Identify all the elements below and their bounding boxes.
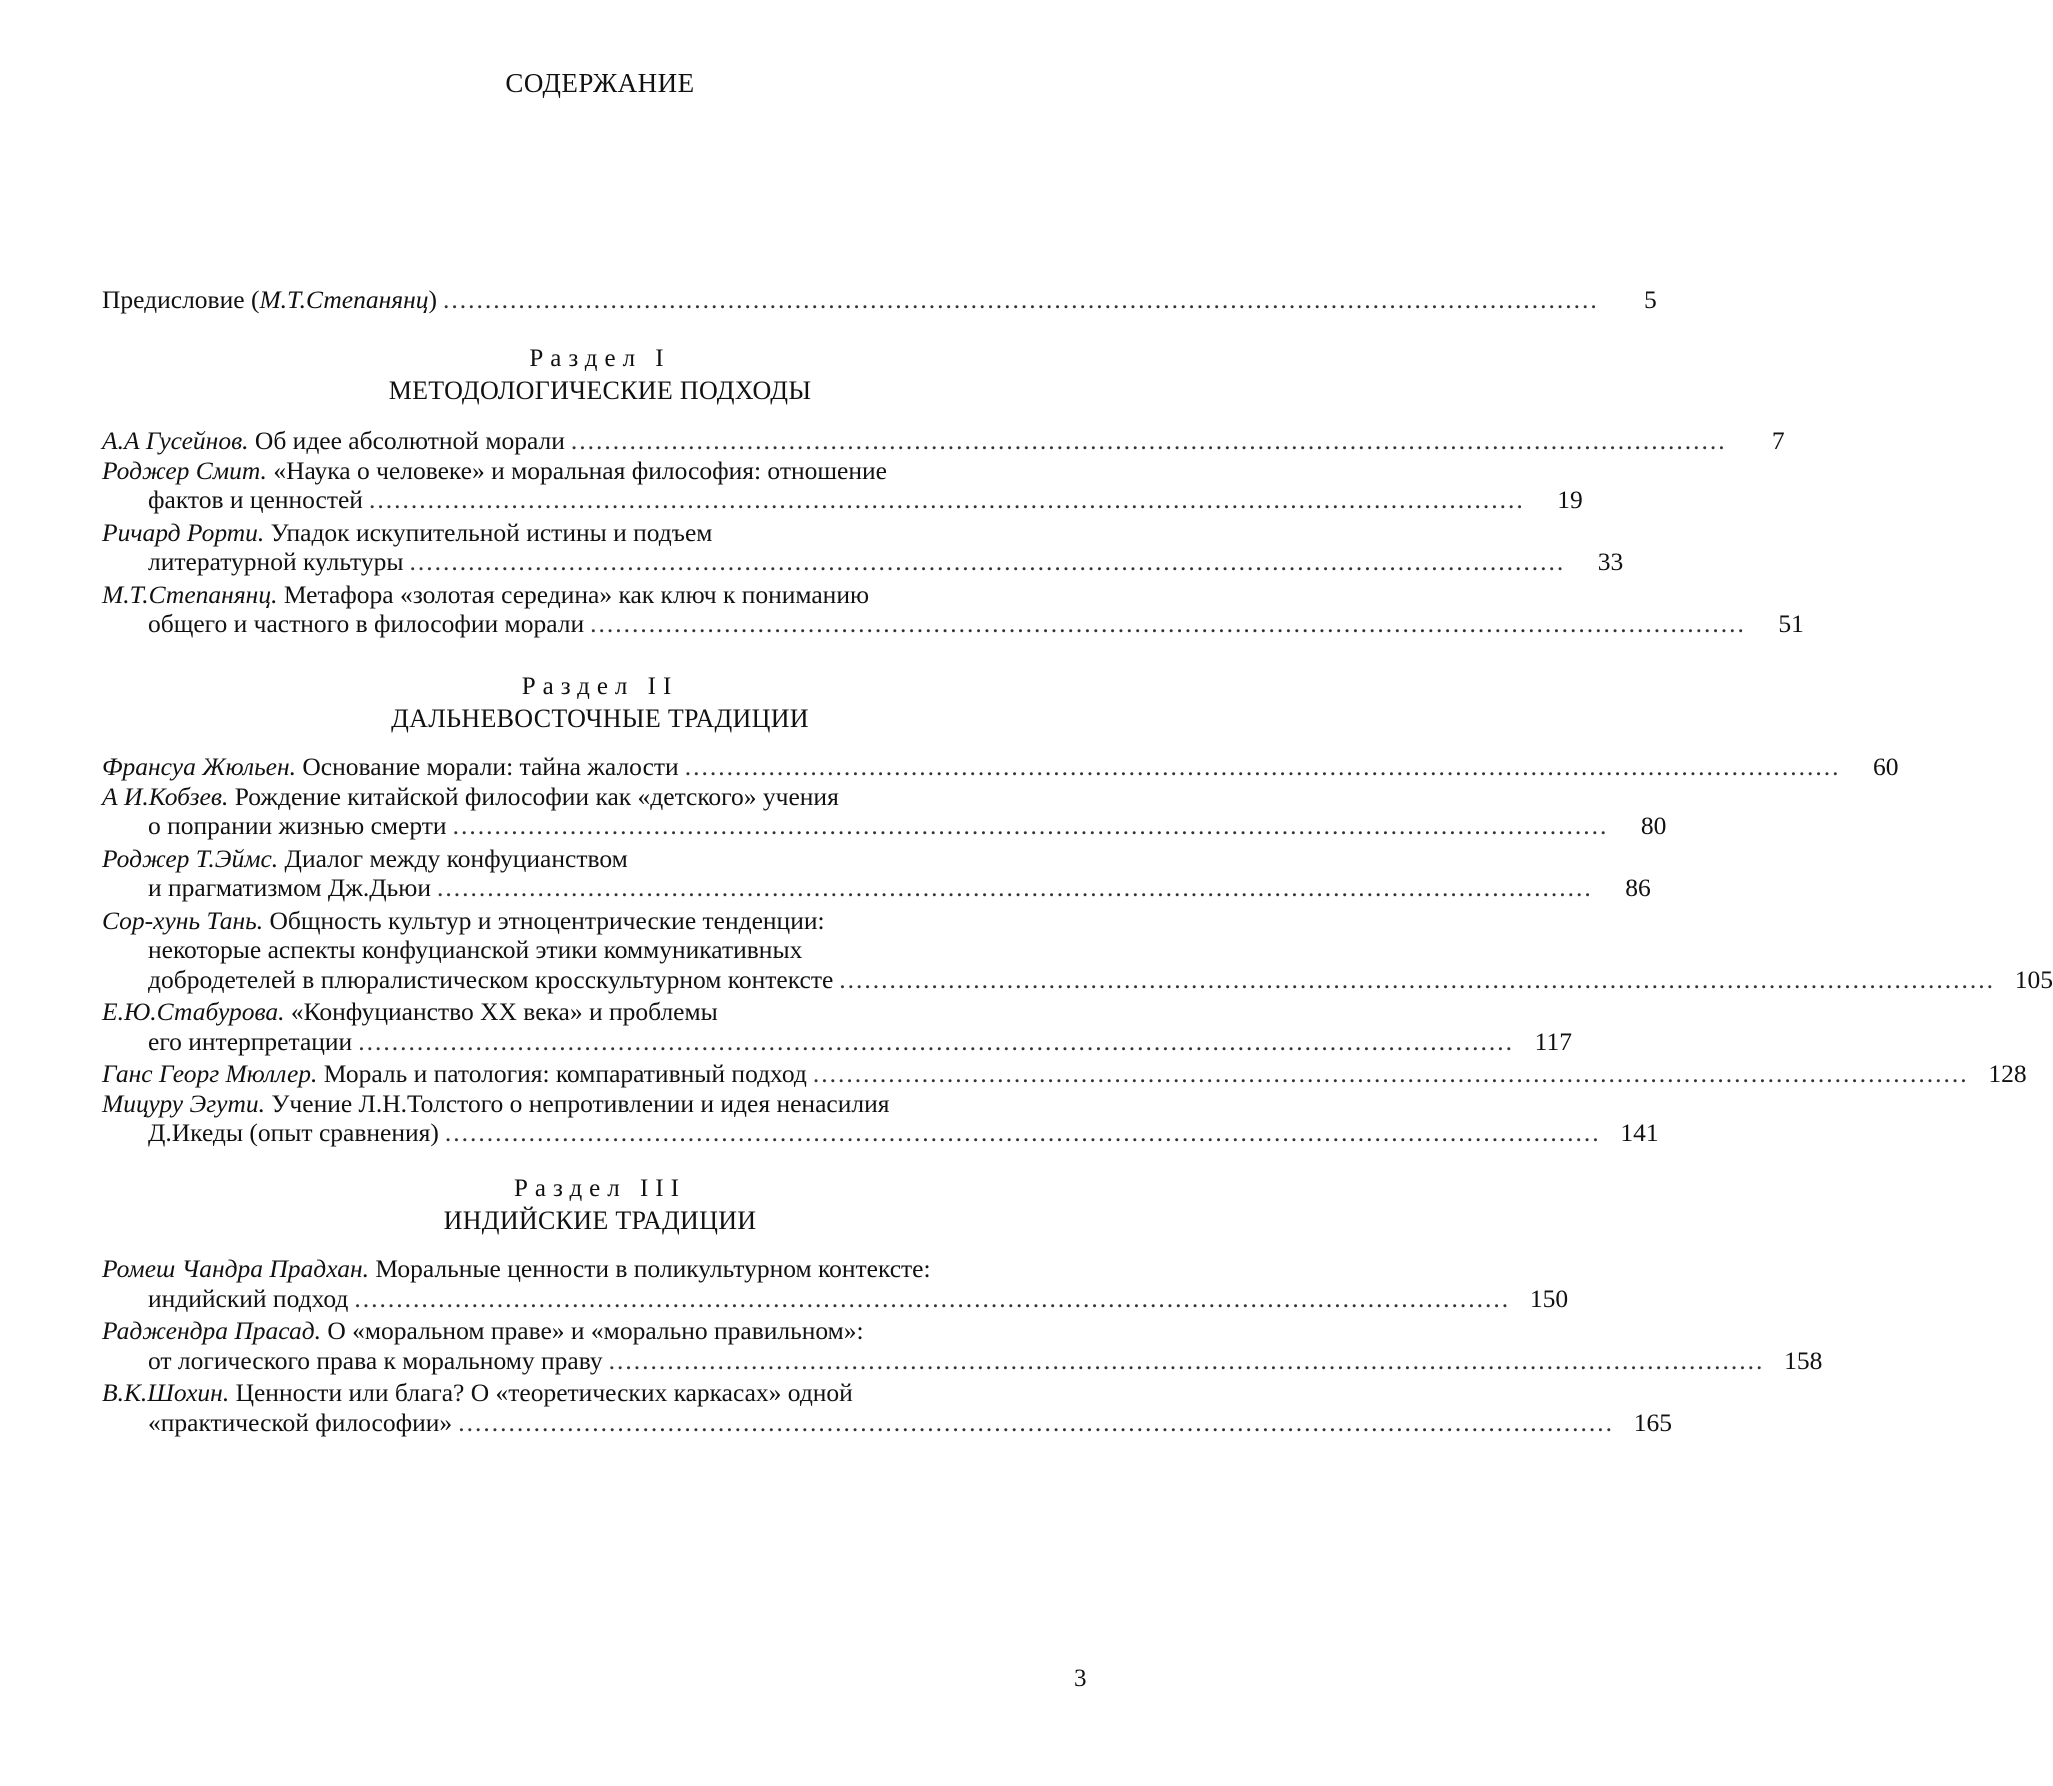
page-ref: 80 xyxy=(1640,811,1667,840)
entry-title-line: от логического права к моральному праву xyxy=(148,1345,603,1375)
page-number: 3 xyxy=(1074,1665,1087,1692)
leader-dots: .......................................................................................................................................... xyxy=(458,1407,1614,1437)
toc-entry xyxy=(102,905,2053,995)
leader-dots: .......................................................................................................................................... xyxy=(570,426,1727,455)
entry-title-line: Ценности или блага? О «теоретических каркасах» одной xyxy=(235,1378,853,1407)
entry-title-line: Рождение китайской философии как «детского» учения xyxy=(234,781,839,811)
entry-title-line: добродетелей в плюралистическом кросскультурном контексте xyxy=(148,964,834,994)
entry-author: Сор-хунь Тань. xyxy=(102,905,264,935)
section-label: Раздел I xyxy=(529,345,671,372)
entry-title-line: его интерпретации xyxy=(148,1026,353,1056)
entry-author: Мицуру Эгути. xyxy=(102,1088,265,1118)
toc-entry xyxy=(102,1059,2027,1089)
leader-dots: .......................................................................................................................................... xyxy=(409,547,1566,576)
toc-entry xyxy=(102,997,1572,1056)
entry-title-line: Основание морали: тайна жалости xyxy=(302,752,679,781)
leader-dots: .......................................................................................................................................... xyxy=(839,964,1996,994)
page-ref: 60 xyxy=(1872,752,1899,781)
section-heading xyxy=(0,1175,1200,1236)
leader-dots: .......................................................................................................................................... xyxy=(437,873,1593,902)
entry-title-line: Д.Икеды (опыт сравнения) xyxy=(148,1118,439,1147)
toc-entry xyxy=(102,1254,1569,1313)
leader-dots: .......................................................................................................................................... xyxy=(368,485,1525,514)
toc-entry xyxy=(102,843,1651,903)
entry-author: Раджендра Прасад. xyxy=(102,1316,321,1345)
entry-title-line: Об идее абсолютной морали xyxy=(254,426,565,455)
entry-author: В.К.Шохин. xyxy=(102,1378,230,1407)
entry-author: Ганс Георг Мюллер. xyxy=(102,1059,318,1088)
leader-dots: .......................................................................................................................................... xyxy=(358,1026,1514,1056)
section-label: Раздел II xyxy=(521,673,679,700)
toc-entry xyxy=(102,1378,1672,1437)
entry-title-line: Моральные ценности в поликультурном контексте: xyxy=(375,1254,931,1283)
preface-text: Предисловие ( xyxy=(102,285,260,314)
section-heading xyxy=(0,673,1200,734)
leader-dots: .......................................................................................................................................... xyxy=(444,1118,1601,1147)
entry-author: Роджер Т.Эймс. xyxy=(102,843,279,873)
toc-entry xyxy=(102,517,1624,577)
toc-entry xyxy=(102,1088,1659,1148)
entry-title-line: индийский подход xyxy=(148,1283,349,1313)
toc-entry-preface xyxy=(102,283,1657,317)
toc-entry xyxy=(102,426,1785,456)
entry-title-line: «Конфуцианство XX века» и проблемы xyxy=(290,997,718,1026)
page-ref: 105 xyxy=(2014,964,2053,994)
section-name: ДАЛЬНЕВОСТОЧНЫЕ ТРАДИЦИИ xyxy=(391,704,809,733)
entry-title-line: общего и частного в философии морали xyxy=(148,609,585,638)
leader-dots: .......................................................................................................................................... xyxy=(443,285,1599,314)
page-ref: 33 xyxy=(1597,547,1624,576)
page-ref: 7 xyxy=(1771,426,1785,455)
page-ref: 86 xyxy=(1625,873,1651,902)
toc-entry xyxy=(102,781,1667,841)
entry-title-line: фактов и ценностей xyxy=(148,485,363,514)
entry-title-line: Метафора «золотая середина» как ключ к пониманию xyxy=(283,579,870,609)
page-ref: 19 xyxy=(1557,485,1583,514)
page-ref: 128 xyxy=(1988,1059,2027,1088)
section-heading xyxy=(0,345,1200,406)
page-ref: 165 xyxy=(1633,1407,1672,1437)
section-label: Раздел III xyxy=(514,1175,686,1202)
entry-title-line: О «моральном праве» и «морально правильном»: xyxy=(327,1316,864,1345)
section-name: МЕТОДОЛОГИЧЕСКИЕ ПОДХОДЫ xyxy=(388,376,812,405)
entry-author: А.А Гусейнов. xyxy=(102,426,249,455)
page-ref: 141 xyxy=(1620,1118,1659,1147)
entry-title-line: «Наука о человеке» и моральная философия: отношение xyxy=(273,455,887,485)
leader-dots: .......................................................................................................................................... xyxy=(452,811,1609,840)
page-ref: 150 xyxy=(1529,1283,1569,1313)
entry-title-line: Общность культур и этноцентрические тенденции: xyxy=(269,905,825,935)
entry-title-line: Учение Л.Н.Толстого о непротивлении и идея ненасилия xyxy=(271,1088,890,1118)
entry-title-line: литературной культуры xyxy=(148,547,404,576)
entry-author: Ричард Рорти. xyxy=(102,517,265,547)
entry-title-line: некоторые аспекты конфуцианской этики коммуникативных xyxy=(148,935,803,964)
preface-author: М.Т.Степанянц xyxy=(259,285,429,314)
page-ref: 51 xyxy=(1778,609,1804,638)
toc-entry xyxy=(102,1316,1823,1375)
toc-entry xyxy=(102,752,1899,782)
page-ref: 117 xyxy=(1534,1026,1572,1056)
toc-entry xyxy=(102,579,1804,639)
leader-dots: .......................................................................................................................................... xyxy=(608,1345,1765,1375)
page-title: СОДЕРЖАНИЕ xyxy=(505,68,695,98)
entry-author: М.Т.Степанянц. xyxy=(102,579,278,609)
leader-dots: .......................................................................................................................................... xyxy=(812,1059,1969,1088)
preface-text-end: ) xyxy=(428,285,438,314)
entry-author: Ромеш Чандра Прадхан. xyxy=(102,1254,369,1283)
entry-title-line: Диалог между конфуцианством xyxy=(284,843,628,873)
entry-title-line: Мораль и патология: компаративный подход xyxy=(323,1059,807,1088)
leader-dots: .......................................................................................................................................... xyxy=(354,1283,1511,1313)
leader-dots: .......................................................................................................................................... xyxy=(590,609,1746,638)
entry-title-line: «практической философии» xyxy=(148,1407,453,1437)
toc-entry xyxy=(102,455,1583,515)
entry-author: Е.Ю.Стабурова. xyxy=(102,997,285,1026)
entry-author: А И.Кобзев. xyxy=(102,781,229,811)
entry-author: Франсуа Жюльен. xyxy=(102,752,297,781)
entry-author: Роджер Смит. xyxy=(102,455,267,485)
entry-title-line: о попрании жизнью смерти xyxy=(148,811,447,840)
section-name: ИНДИЙСКИЕ ТРАДИЦИИ xyxy=(443,1206,757,1235)
leader-dots: .......................................................................................................................................... xyxy=(684,752,1841,781)
entry-title-line: и прагматизмом Дж.Дьюи xyxy=(148,873,432,902)
page-ref: 158 xyxy=(1784,1345,1823,1375)
entry-title-line: Упадок искупительной истины и подъем xyxy=(270,517,713,547)
page-ref: 5 xyxy=(1644,285,1657,314)
